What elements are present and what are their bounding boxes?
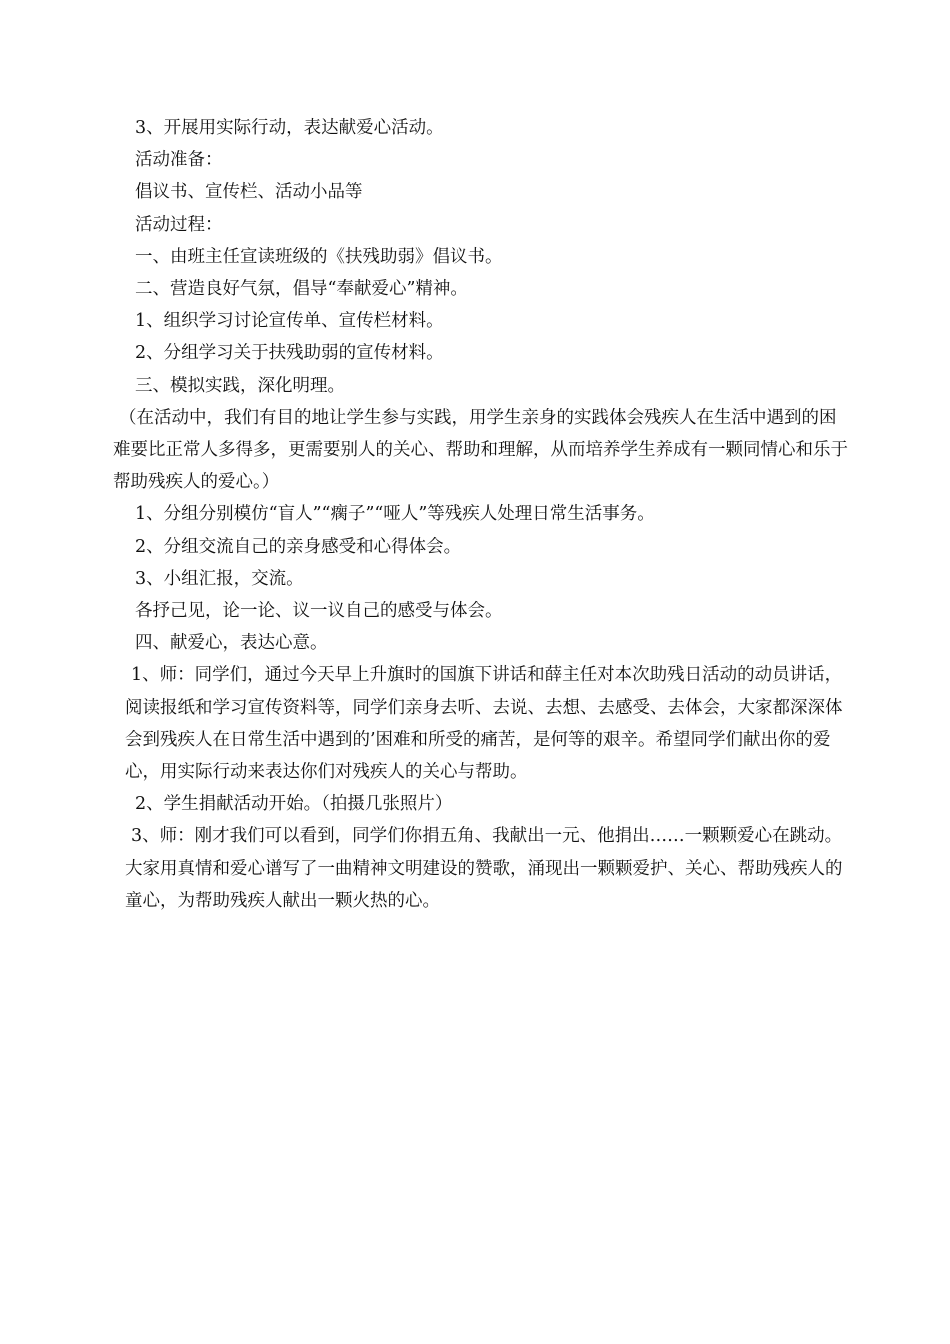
paragraph-process-2: 二、营造良好气氛，倡导“奉献爱心”精神。 [135, 279, 468, 300]
paragraph-step-3-action: 3、开展用实际行动，表达献爱心活动。 [135, 118, 444, 138]
paragraph-process-3-item-1: 1、分组分别模仿“盲人”“瘸子”“哑人”等残疾人处理日常生活事务。 [135, 504, 655, 525]
paragraph-preparation-heading: 活动准备： [135, 150, 223, 171]
paragraph-process-4-item-3: 3、师：刚才我们可以看到，同学们你捐五角、我献出一元、他捐出……一颗颗爱心在跳动。大家用真情和爱心谱写了一曲精神文明建设的赞歌，涌现出一颗颗爱护、关心、帮助残疾人的童心，为帮助残疾人献出一颗火热的心。 [125, 826, 843, 911]
paragraph-process-2-item-1: 1、组织学习讨论宣传单、宣传栏材料。 [135, 311, 444, 332]
paragraph-process-4-item-1: 1、师：同学们，通过今天早上升旗时的国旗下讲话和薛主任对本次助残日活动的动员讲话，阅读报纸和学习宣传资料等，同学们亲身去听、去说、去想、去感受、去体会，大家都深深体会到残疾人在日常生活中遇到的’困难和所受的痛苦，是何等的艰辛。希望同学们献出你的爱心，用实际行动来表达你们对残疾人的关心与帮助。 [125, 665, 843, 783]
paragraph-preparation-items: 倡议书、宣传栏、活动小品等 [135, 182, 363, 203]
paragraph-opinions: 各抒己见，论一论、议一议自己的感受与体会。 [135, 601, 503, 622]
paragraph-process-heading: 活动过程： [135, 214, 223, 235]
paragraph-process-1: 一、由班主任宣读班级的《扶残助弱》倡议书。 [135, 246, 503, 267]
paragraph-process-3-note: （在活动中，我们有目的地让学生参与实践，用学生亲身的实践体会残疾人在生活中遇到的困难要比正常人多得多，更需要别人的关心、帮助和理解，从而培养学生养成有一颗同情心和乐于帮助残疾人的爱心。） [113, 407, 848, 493]
document-body [113, 112, 853, 917]
paragraph-process-4-item-2: 2、学生捐献活动开始。（拍摄几张照片） [135, 794, 453, 815]
paragraph-process-3: 三、模拟实践，深化明理。 [135, 375, 345, 396]
paragraph-process-3-item-2: 2、分组交流自己的亲身感受和心得体会。 [135, 536, 462, 557]
paragraph-process-3-item-3: 3、小组汇报，交流。 [135, 568, 304, 589]
paragraph-process-4: 四、献爱心，表达心意。 [135, 633, 328, 654]
paragraph-process-2-item-2: 2、分组学习关于扶残助弱的宣传材料。 [135, 343, 444, 364]
